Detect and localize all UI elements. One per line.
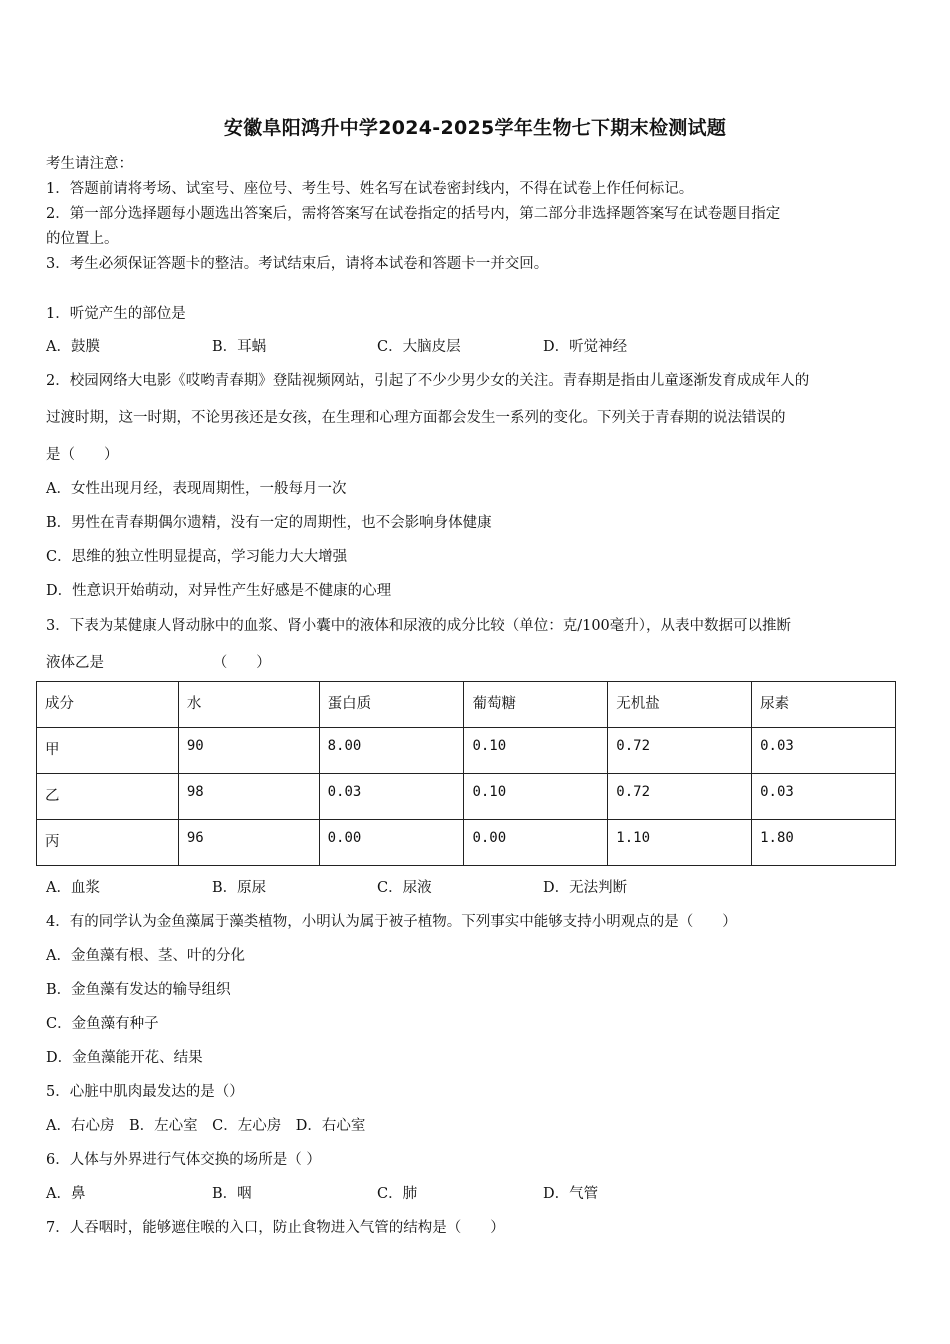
q1-option-a: A．鼓膜	[46, 339, 100, 355]
table-header: 葡萄糖	[464, 682, 608, 728]
question-3-stem: 液体乙是 （ ）	[46, 655, 271, 671]
table-cell: 甲	[37, 728, 179, 774]
q1-option-b: B．耳蜗	[212, 339, 267, 355]
q4-option-c: C．金鱼藻有种子	[46, 1016, 159, 1032]
composition-table	[36, 681, 896, 866]
table-cell: 0.00	[319, 820, 464, 866]
table-header-row	[37, 682, 896, 728]
table-header: 成分	[37, 682, 179, 728]
notice-item: 的位置上。	[46, 231, 119, 247]
page-title: 安徽阜阳鸿升中学2024-2025学年生物七下期末检测试题	[223, 117, 727, 139]
question-4-stem: 4．有的同学认为金鱼藻属于藻类植物，小明认为属于被子植物。下列事实中能够支持小明观点的是（ ）	[46, 914, 737, 930]
question-1-stem: 1．听觉产生的部位是	[46, 306, 186, 322]
table-cell: 乙	[37, 774, 179, 820]
q6-option-c: C．肺	[377, 1186, 418, 1202]
q4-option-a: A．金鱼藻有根、茎、叶的分化	[46, 948, 245, 964]
q4-option-d: D．金鱼藻能开花、结果	[46, 1050, 203, 1066]
q2-option-c: C．思维的独立性明显提高，学习能力大大增强	[46, 549, 348, 565]
table-cell: 96	[178, 820, 319, 866]
q3-option-a: A．血浆	[46, 880, 100, 896]
table-cell: 0.72	[608, 774, 752, 820]
notice-item: 2．第一部分选择题每小题选出答案后，需将答案写在试卷指定的括号内，第二部分非选择题答案写在试卷题目指定	[46, 206, 781, 222]
q3-option-b: B．原尿	[212, 880, 267, 896]
q6-option-b: B．咽	[212, 1186, 252, 1202]
table-cell: 0.10	[464, 728, 608, 774]
table-cell: 丙	[37, 820, 179, 866]
table-header: 尿素	[752, 682, 896, 728]
question-3-stem: 3．下表为某健康人肾动脉中的血浆、肾小囊中的液体和尿液的成分比较（单位：克/100毫升），从表中数据可以推断	[46, 618, 792, 634]
table-cell: 0.10	[464, 774, 608, 820]
table-cell: 98	[178, 774, 319, 820]
table-row	[37, 774, 896, 820]
q6-option-a: A．鼻	[46, 1186, 86, 1202]
question-2-stem: 2．校园网络大电影《哎哟青春期》登陆视频网站，引起了不少少男少女的关注。青春期是指由儿童逐渐发育成成年人的	[46, 373, 810, 389]
q1-option-c: C．大脑皮层	[377, 339, 461, 355]
q4-option-b: B．金鱼藻有发达的输导组织	[46, 982, 231, 998]
q5-options: A．右心房 B．左心室 C．左心房 D．右心室	[46, 1118, 366, 1134]
q6-option-d: D．气管	[543, 1186, 599, 1202]
table-cell: 0.72	[608, 728, 752, 774]
table-header: 水	[178, 682, 319, 728]
notice-item: 1．答题前请将考场、试室号、座位号、考生号、姓名写在试卷密封线内，不得在试卷上作任何标记。	[46, 181, 694, 197]
question-7-stem: 7．人吞咽时，能够遮住喉的入口，防止食物进入气管的结构是（ ）	[46, 1220, 505, 1236]
table-row	[37, 820, 896, 866]
q1-option-d: D．听觉神经	[543, 339, 628, 355]
question-5-stem: 5．心脏中肌肉最发达的是（）	[46, 1084, 244, 1100]
table-cell: 1.80	[752, 820, 896, 866]
table-header: 蛋白质	[319, 682, 464, 728]
table-cell: 0.03	[752, 728, 896, 774]
table-cell: 0.03	[319, 774, 464, 820]
question-6-stem: 6．人体与外界进行气体交换的场所是（ ）	[46, 1152, 321, 1168]
table-cell: 90	[178, 728, 319, 774]
table-cell: 1.10	[608, 820, 752, 866]
table-cell: 0.00	[464, 820, 608, 866]
table-cell: 8.00	[319, 728, 464, 774]
notice-heading: 考生请注意：	[46, 156, 133, 172]
q2-option-b: B．男性在青春期偶尔遗精，没有一定的周期性，也不会影响身体健康	[46, 515, 492, 531]
q3-option-d: D．无法判断	[543, 880, 628, 896]
q3-option-c: C．尿液	[377, 880, 432, 896]
table-row	[37, 728, 896, 774]
table-cell: 0.03	[752, 774, 896, 820]
q2-option-d: D．性意识开始萌动，对异性产生好感是不健康的心理	[46, 583, 392, 599]
question-2-stem: 是（ ）	[46, 447, 119, 463]
question-2-stem: 过渡时期，这一时期，不论男孩还是女孩，在生理和心理方面都会发生一系列的变化。下列关于青春期的说法错误的	[46, 410, 786, 426]
q2-option-a: A．女性出现月经，表现周期性，一般每月一次	[46, 481, 347, 497]
table-header: 无机盐	[608, 682, 752, 728]
notice-item: 3．考生必须保证答题卡的整洁。考试结束后，请将本试卷和答题卡一并交回。	[46, 256, 549, 272]
